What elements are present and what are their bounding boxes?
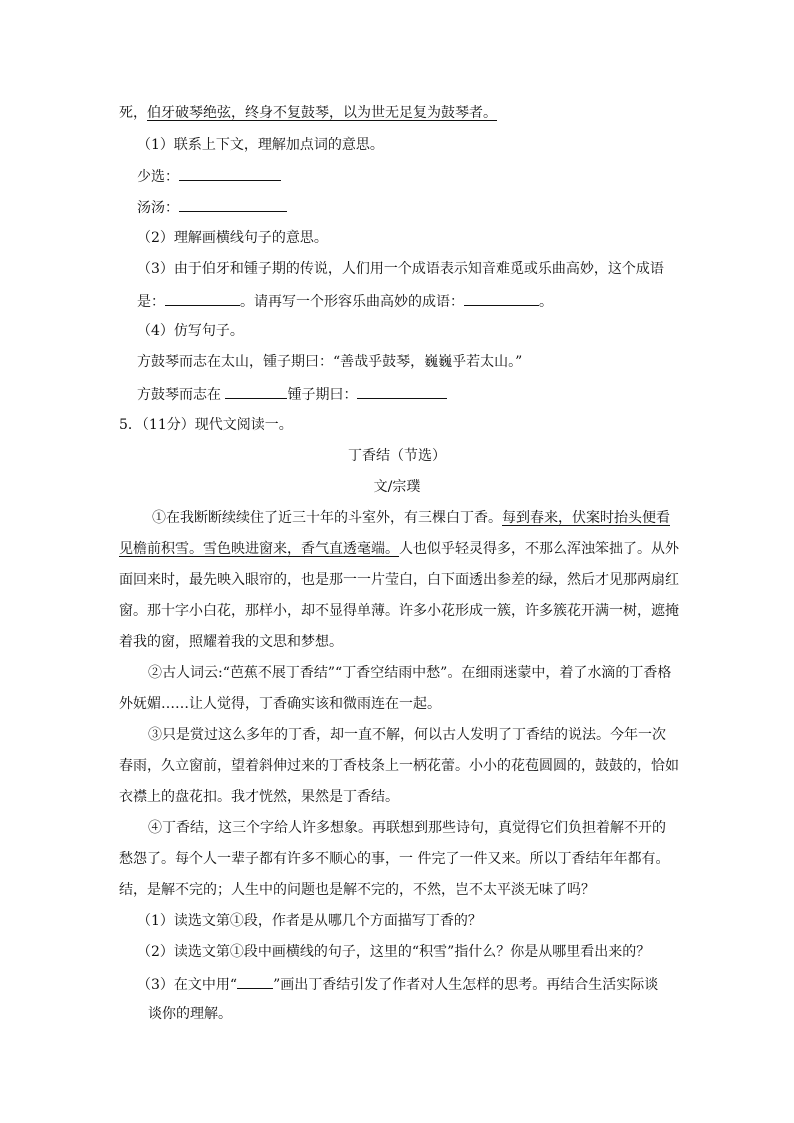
q5-sub3-b: ”画出丁香结引发了作者对人生怎样的思考。再结合生活实际谈 (273, 977, 659, 993)
shaoxuan-row (137, 166, 281, 186)
p3-line1: ③只是赏过这么多年的丁香，却一直不解，何以古人发明了丁香结的说法。今年一次 (148, 727, 666, 743)
p4-line2: 愁怨了。每个人一辈子都有许多不顺心的事，一 件完了一件又来。所以丁香结年年都有。 (119, 851, 670, 867)
p1-l1-a: ①在我断断续续住了近三十年的斗室外，有三棵白丁香。 (152, 510, 502, 526)
q4-sub4: （4）仿写句子。 (137, 323, 244, 339)
p1-line4: 窗。那十字小白花，那样小，却不显得单薄。许多小花形成一簇，许多簇花开满一树，遮掩 (119, 603, 679, 619)
q5-sub1: （1）读选文第①段，作者是从哪几个方面描写丁香的？ (137, 913, 482, 929)
p1-underlined-1: 每到春来，伏案时抬头便看 (502, 510, 670, 526)
q4-sub1: （1）联系上下文，理解加点词的意思。 (137, 137, 384, 153)
q4-sub2: （2）理解画横线句子的意思。 (137, 230, 328, 246)
idiom-blank-1[interactable] (165, 291, 240, 306)
imitate-row (137, 384, 447, 404)
sub3-b: 。请再写一个形容乐曲高妙的成语： (240, 294, 464, 310)
example-sentence: 方鼓琴而志在太山，锺子期曰：“善哉乎鼓琴，巍巍乎若太山。” (137, 354, 523, 370)
top-line (119, 104, 497, 122)
p3-line3: 衣襟上的盘花扣。我才恍然，果然是丁香结。 (119, 789, 399, 805)
p1-l2-b: 人也似乎轻灵得多，不那么浑浊笨拙了。从外 (399, 541, 679, 557)
passage-author: 文/宗璞 (373, 479, 421, 495)
q4-sub3-line2 (137, 291, 553, 311)
imitate-blank-2[interactable] (357, 384, 447, 399)
shangshang-row (137, 197, 287, 217)
p2-line2: 外妩媚……让人觉得，丁香确实该和微雨连在一起。 (119, 696, 441, 712)
sub3-a: 是： (137, 294, 165, 310)
shangshang-blank[interactable] (179, 197, 287, 212)
q5-sub3-a: （3）在文中用“ (137, 977, 238, 993)
imitate-blank-1[interactable] (225, 384, 287, 399)
q5-header: 5．（11分）现代文阅读一。 (119, 417, 293, 433)
underlined-sentence: 伯牙破琴绝弦，终身不复鼓琴，以为世无足复为鼓琴者。 (147, 105, 497, 121)
q4-sub3-line1: （3）由于伯牙和锺子期的传说，人们用一个成语表示知音难觅或乐曲高妙，这个成语 (137, 261, 664, 277)
p2-line1: ②古人词云:“芭蕉不展丁香结”“丁香空结雨中愁”。在细雨迷蒙中，着了水滴的丁香格 (148, 665, 672, 681)
q5-sub3-line1 (137, 974, 658, 994)
shaoxuan-label: 少选： (137, 169, 179, 185)
q5-sub3-blank[interactable] (237, 974, 273, 989)
p1-line3: 面回来时，最先映入眼帘的，也是那一一片莹白，白下面透出参差的绿，然后才见那两扇红 (119, 572, 679, 588)
p1-underlined-2: 见檐前积雪。雪色映进窗来，香气直透毫端。 (119, 541, 399, 557)
passage-title: 丁香结（节选） (348, 448, 446, 464)
imitate-b: 锺子期曰： (287, 387, 358, 403)
p1-line2 (119, 540, 679, 558)
p3-line2: 春雨，久立窗前，望着斜伸过来的丁香枝条上一柄花蕾。小小的花苞圆圆的，鼓鼓的，恰如 (119, 758, 679, 774)
p1-line1 (152, 509, 670, 527)
p1-line5: 着我的窗，照耀着我的文思和梦想。 (119, 634, 343, 650)
q5-sub3-line2: 谈你的理解。 (148, 1006, 232, 1022)
sub3-c: 。 (539, 294, 553, 310)
q5-sub2: （2）读选文第①段中画横线的句子，这里的“积雪”指什么？你是从哪里看出来的？ (137, 944, 651, 960)
idiom-blank-2[interactable] (464, 291, 539, 306)
p4-line1: ④丁香结，这三个字给人许多想象。再联想到那些诗句，真觉得它们负担着解不开的 (148, 820, 666, 836)
imitate-a: 方鼓琴而志在 (137, 387, 226, 403)
top-pre: 死， (119, 105, 147, 121)
p4-line3: 结，是解不完的；人生中的问题也是解不完的，不然，岂不太平淡无味了吗？ (119, 882, 595, 898)
shangshang-label: 汤汤： (137, 200, 179, 216)
shaoxuan-blank[interactable] (179, 166, 281, 181)
